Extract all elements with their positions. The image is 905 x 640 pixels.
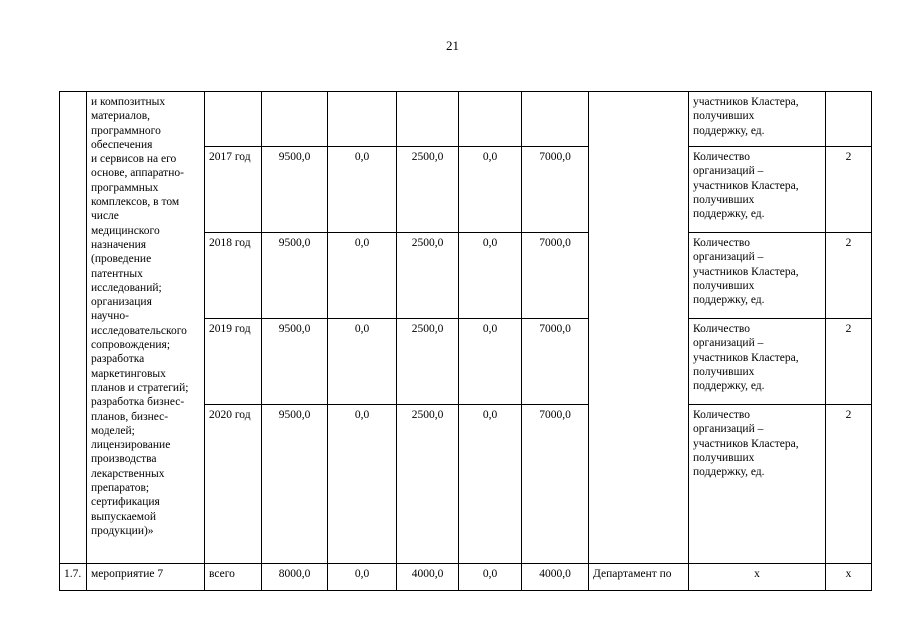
other-cell: 7000,0	[522, 405, 589, 564]
page-number: 21	[446, 38, 459, 53]
year-cell: всего	[205, 564, 262, 591]
year-cell: 2020 год	[205, 405, 262, 564]
local-cell: 0,0	[459, 233, 522, 319]
total-cell: 8000,0	[262, 564, 328, 591]
total-cell: 9500,0	[262, 405, 328, 564]
local-cell: 0,0	[459, 147, 522, 233]
other-cell: 7000,0	[522, 319, 589, 405]
federal-cell: 0,0	[328, 564, 397, 591]
indicator-cell: Количество организаций – участников Кластера, получивших поддержку, ед.	[689, 405, 826, 564]
local-cell: 0,0	[459, 564, 522, 591]
indicator-cell: Количество организаций – участников Кластера, получивших поддержку, ед.	[689, 147, 826, 233]
year-cell: 2017 год	[205, 147, 262, 233]
indicator-cell: участников Кластера, получивших поддержку, ед.	[689, 92, 826, 147]
regional-cell: 4000,0	[397, 564, 459, 591]
local-cell: 0,0	[459, 405, 522, 564]
total-cell: 9500,0	[262, 147, 328, 233]
total-cell: 9500,0	[262, 233, 328, 319]
year-cell: 2019 год	[205, 319, 262, 405]
table-row	[60, 92, 872, 147]
indicator-value-cell: x	[826, 564, 872, 591]
other-cell	[522, 92, 589, 147]
local-cell	[459, 92, 522, 147]
other-cell: 7000,0	[522, 233, 589, 319]
regional-cell: 2500,0	[397, 405, 459, 564]
regional-cell: 2500,0	[397, 233, 459, 319]
regional-cell: 2500,0	[397, 147, 459, 233]
budget-table	[59, 91, 872, 591]
executor-cell	[589, 92, 689, 564]
table-row	[60, 564, 872, 591]
indicator-value-cell: 2	[826, 147, 872, 233]
indicator-value-cell: 2	[826, 319, 872, 405]
federal-cell: 0,0	[328, 147, 397, 233]
indicator-cell: Количество организаций – участников Кластера, получивших поддержку, ед.	[689, 233, 826, 319]
other-cell: 4000,0	[522, 564, 589, 591]
indicator-value-cell: 2	[826, 233, 872, 319]
federal-cell: 0,0	[328, 405, 397, 564]
total-cell	[262, 92, 328, 147]
local-cell: 0,0	[459, 319, 522, 405]
other-cell: 7000,0	[522, 147, 589, 233]
total-cell: 9500,0	[262, 319, 328, 405]
indicator-value-cell	[826, 92, 872, 147]
executor-cell: Департамент по	[589, 564, 689, 591]
indicator-value-cell: 2	[826, 405, 872, 564]
measure-number-cell: 1.7.	[60, 564, 87, 591]
federal-cell: 0,0	[328, 233, 397, 319]
indicator-cell: Количество организаций – участников Кластера, получивших поддержку, ед.	[689, 319, 826, 405]
measure-description: и композитных материалов, программного обеспечения и сервисов на его основе, аппаратно- программных комплексов, в том числе медицинского назначения (проведение патентных исследований; организация научно- исследовательского сопровождения; разработка маркетинговых планов и стратегий; разработка бизнес- планов, бизнес- моделей; лицензирование производства лекарственных препаратов; сертификация выпускаемой продукции)»	[87, 92, 205, 564]
year-cell	[205, 92, 262, 147]
year-cell: 2018 год	[205, 233, 262, 319]
regional-cell	[397, 92, 459, 147]
measure-description: мероприятие 7	[87, 564, 205, 591]
regional-cell: 2500,0	[397, 319, 459, 405]
federal-cell	[328, 92, 397, 147]
measure-number-cell	[60, 92, 87, 564]
indicator-cell: x	[689, 564, 826, 591]
federal-cell: 0,0	[328, 319, 397, 405]
